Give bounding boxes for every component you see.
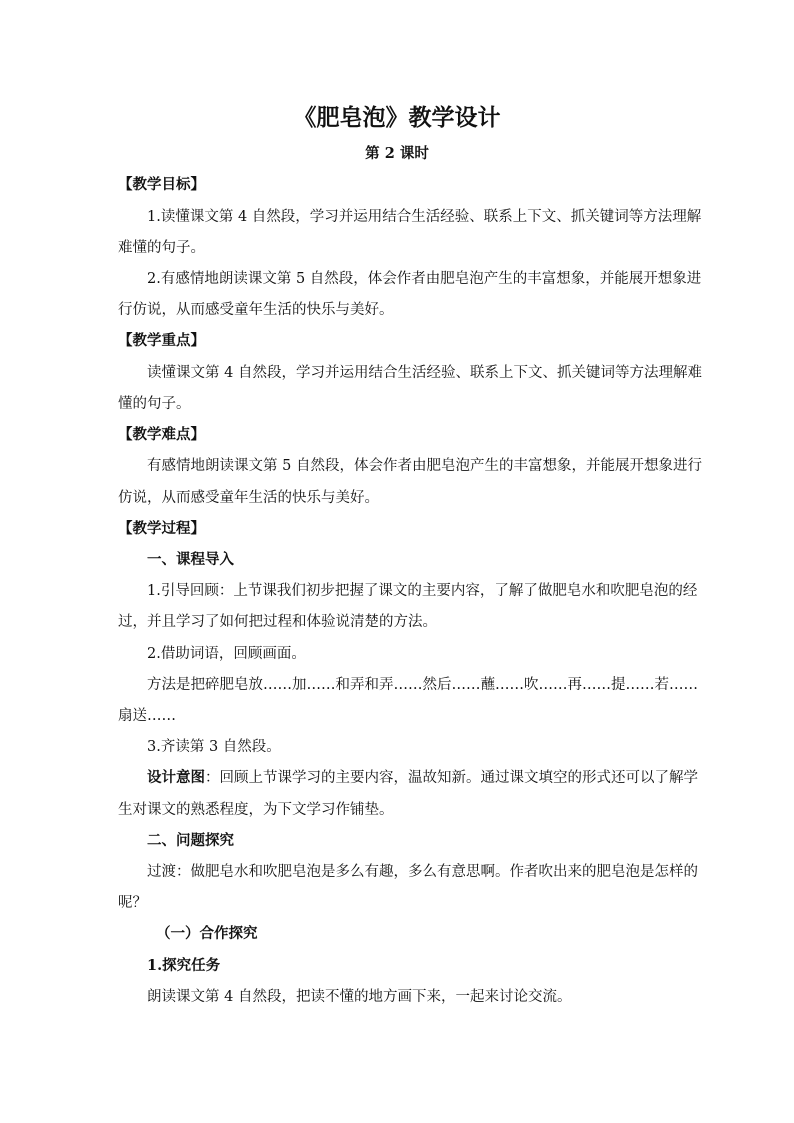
difficulties-heading: 【教学难点】 [118, 426, 205, 443]
lesson-period: 第 2 课时 [365, 145, 429, 162]
section-2-heading: 二、问题探究 [147, 832, 234, 849]
method-line-1: 方法是把碎肥皂放……加……和弄和弄……然后……蘸……吹……再……提……若…… [147, 677, 698, 693]
difficulties-line-2: 仿说，从而感受童年生活的快乐与美好。 [118, 490, 379, 506]
key-points-line-1: 读懂课文第 4 自然段，学习并运用结合生活经验、联系上下文、抓关键词等方法理解难 [147, 365, 702, 381]
design-intent-line-2: 生对课文的熟悉程度，为下文学习作铺垫。 [118, 802, 394, 818]
difficulties-line-1: 有感情地朗读课文第 5 自然段，体会作者由肥皂泡产生的丰富想象，并能展开想象进行 [147, 458, 702, 474]
step-1-line-1: 1.引导回顾：上节课我们初步把握了课文的主要内容，了解了做肥皂水和吹肥皂泡的经 [147, 583, 698, 599]
objective-1-line-2: 难懂的句子。 [118, 240, 205, 256]
transition-line-2: 呢？ [118, 895, 147, 911]
objective-2-line-2: 行仿说，从而感受童年生活的快乐与美好。 [118, 302, 394, 318]
transition-line-1: 过渡：做肥皂水和吹肥皂泡是多么有趣，多么有意思啊。作者吹出来的肥皂泡是怎样的 [147, 864, 698, 880]
design-intent-label: 设计意图 [147, 769, 205, 786]
process-heading: 【教学过程】 [118, 520, 205, 537]
step-3: 3.齐读第 3 自然段。 [147, 739, 281, 755]
objectives-heading: 【教学目标】 [118, 176, 205, 193]
key-points-line-2: 懂的句子。 [118, 396, 191, 412]
section-1-heading: 一、课程导入 [147, 551, 234, 568]
objective-2-line-1: 2.有感情地朗读课文第 5 自然段，体会作者由肥皂泡产生的丰富想象，并能展开想象进 [147, 271, 702, 287]
document-title: 《肥皂泡》教学设计 [293, 104, 501, 131]
key-points-heading: 【教学重点】 [118, 332, 205, 349]
task-text: 朗读课文第 4 自然段，把读不懂的地方画下来，一起来讨论交流。 [147, 989, 572, 1005]
design-intent-text: ：回顾上节课学习的主要内容，温故知新。通过课文填空的形式还可以了解学 [205, 770, 698, 786]
subsection-1-heading: （一）合作探究 [156, 925, 258, 942]
step-2: 2.借助词语，回顾画面。 [147, 646, 306, 662]
method-line-2: 扇送…… [118, 708, 176, 724]
design-intent-line-1 [147, 767, 698, 789]
objective-1-line-1: 1.读懂课文第 4 自然段，学习并运用结合生活经验、联系上下文、抓关键词等方法理解 [147, 209, 702, 225]
step-1-line-2: 过，并且学习了如何把过程和体验说清楚的方法。 [118, 614, 437, 630]
task-heading: 1.探究任务 [147, 957, 221, 974]
